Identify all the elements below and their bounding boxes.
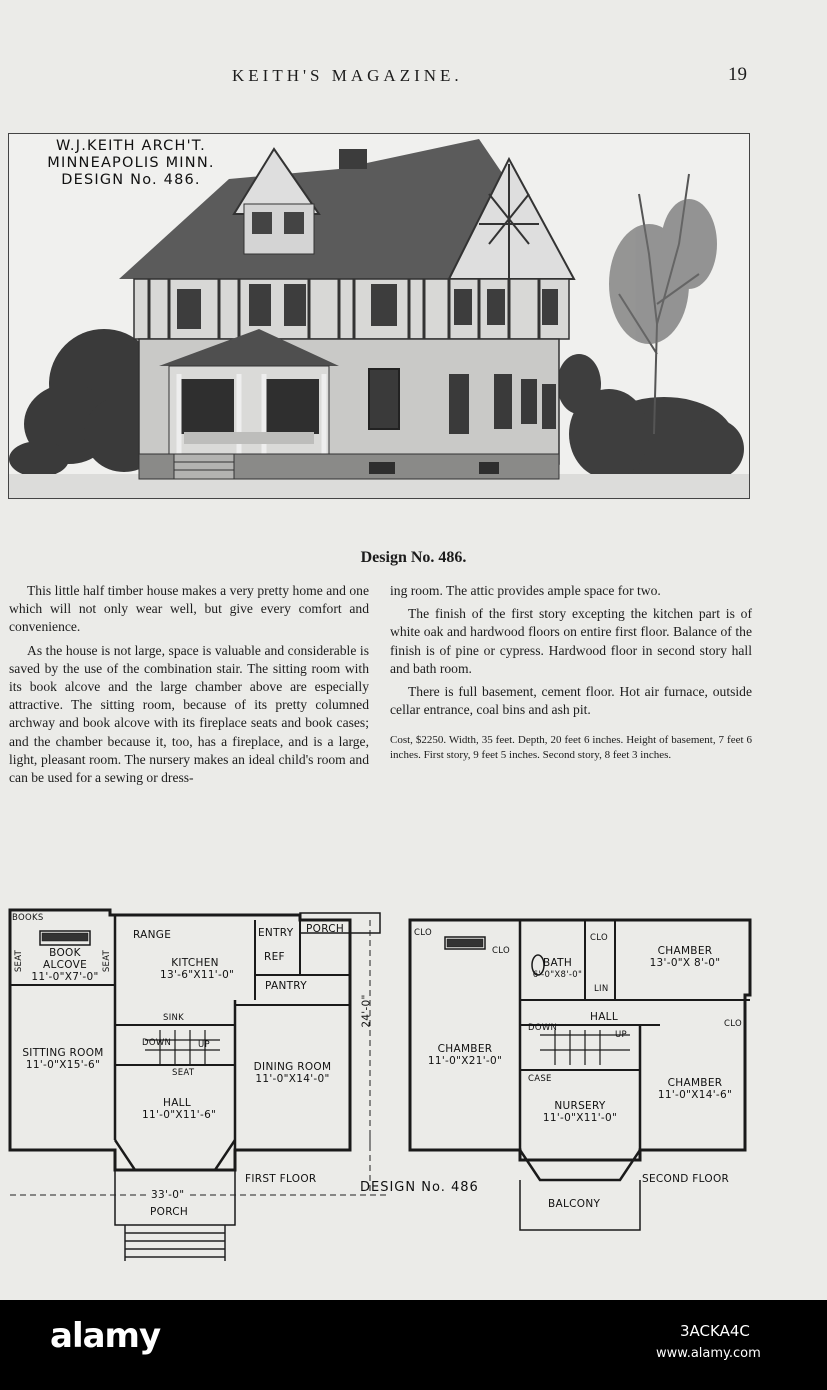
article-left-column xyxy=(9,582,369,792)
nursery-label xyxy=(540,1100,620,1124)
closet-label: CLO xyxy=(724,1019,742,1029)
linen-label: LIN xyxy=(594,984,609,994)
magazine-title: KEITH'S MAGAZINE. xyxy=(232,66,463,85)
caption-line-design: DESIGN No. 486. xyxy=(61,172,201,188)
room-name: CHAMBER xyxy=(437,1043,493,1055)
paragraph: There is full basement, cement floor. Hot air furnace, outside cellar entrance, coal bins and ash pit. xyxy=(390,684,752,718)
design-label: DESIGN No. 486 xyxy=(360,1180,479,1195)
room-size: 11'-0"X21'-0" xyxy=(427,1055,503,1067)
hall-seat-label: SEAT xyxy=(172,1068,195,1078)
cost-specifications: Cost, $2250. Width, 35 feet. Depth, 20 feet 6 inches. Height of basement, 7 feet 6 inches. First story, 9 feet 5 inches. Second story, 8 feet 3 inches. xyxy=(390,734,752,762)
books-label: BOOKS xyxy=(12,913,44,923)
seat-label-right: SEAT xyxy=(102,949,113,973)
closet-label: CLO xyxy=(414,928,432,938)
caption-line-architect: W.J.KEITH ARCH'T. xyxy=(56,138,206,154)
paragraph: The finish of the first story excepting the kitchen part is of white oak and hardwood floors on entire first floor. Balance of the finish is of pine or cypress. Hardwood floor in second story hall and bath room. xyxy=(390,606,752,676)
paragraph-continuation: ing room. The attic provides ample space for two. xyxy=(390,583,661,598)
stair-up-label: UP xyxy=(615,1030,627,1040)
first-floor-label: FIRST FLOOR xyxy=(245,1173,317,1185)
entry-label: ENTRY xyxy=(258,927,294,939)
room-size: 13'-0"X 8'-0" xyxy=(649,957,721,969)
rear-porch-label: PORCH xyxy=(306,923,345,935)
paragraph: As the house is not large, space is valuable and considerable is saved by the use of the combination stair. The sitting room with its book alcove and the large chamber above are especially attractive. The sitting room, because of its pretty columned archway and book alcove with its fireplace seats and book cases; and the chamber because it, too, has a fireplace, and is a large, light, pleasant room. The nursery makes an ideal child's room and can be used for a sewing or dress- xyxy=(9,642,369,786)
range-label: RANGE xyxy=(133,929,172,941)
room-size: 11'-0"X7'-0" xyxy=(31,971,99,983)
pantry-label: PANTRY xyxy=(265,980,307,992)
chamber-ne-label xyxy=(640,945,730,969)
book-alcove-label xyxy=(30,947,100,983)
second-floor-label: SECOND FLOOR xyxy=(642,1173,730,1185)
room-name: HALL xyxy=(163,1097,191,1109)
room-size: 11'-0"X14'-6" xyxy=(657,1089,733,1101)
stair-down-label: DOWN xyxy=(528,1023,558,1033)
room-name: BATH xyxy=(542,957,573,969)
room-name: CHAMBER xyxy=(667,1077,723,1089)
closet-label: CLO xyxy=(492,946,510,956)
room-size: 6'-0"X8'-0" xyxy=(532,970,583,980)
case-label: CASE xyxy=(528,1074,552,1084)
room-name: CHAMBER xyxy=(657,945,713,957)
balcony-label: BALCONY xyxy=(548,1198,601,1210)
stair-up-label: UP xyxy=(198,1040,210,1050)
room-name: KITCHEN xyxy=(171,957,219,969)
front-porch-label: PORCH xyxy=(150,1206,189,1218)
image-id: 3ACKA4C xyxy=(680,1322,750,1340)
sitting-room-label xyxy=(18,1047,108,1071)
room-size: 13'-6"X11'-0" xyxy=(160,969,235,981)
article-title: Design No. 486. xyxy=(360,549,467,566)
second-hall-label: HALL xyxy=(590,1011,618,1023)
chamber-east-label xyxy=(650,1077,740,1101)
paragraph: This little half timber house makes a very pretty home and one which will not only wear well, but give every comfort and convenience. xyxy=(9,583,369,635)
architect-caption xyxy=(15,138,247,189)
kitchen-label xyxy=(160,957,235,981)
running-head xyxy=(0,62,827,92)
stair-down-label: DOWN xyxy=(142,1038,172,1048)
stock-url: www.alamy.com xyxy=(656,1346,761,1361)
room-size: 11'-0"X11'-6" xyxy=(142,1109,217,1121)
seat-label-left: SEAT xyxy=(14,949,25,973)
dining-room-label xyxy=(245,1061,340,1085)
bath-label xyxy=(530,957,585,981)
room-name: SITTING ROOM xyxy=(22,1047,104,1059)
room-size: 11'-0"X11'-0" xyxy=(542,1112,618,1124)
hall-label xyxy=(142,1097,217,1121)
room-name: NURSERY xyxy=(554,1100,606,1112)
page-number: 19 xyxy=(728,64,747,85)
room-size: 11'-0"X15'-6" xyxy=(25,1059,101,1071)
room-name: ALCOVE xyxy=(42,959,88,971)
house-illustration xyxy=(8,133,750,499)
floor-plans xyxy=(0,895,827,1275)
room-name: BOOK xyxy=(49,947,81,959)
stock-watermark-bar xyxy=(0,1300,827,1390)
chamber-west-label xyxy=(425,1043,505,1067)
room-name: DINING ROOM xyxy=(253,1061,332,1073)
depth-dimension: 24'-0" xyxy=(360,994,373,1028)
room-size: 11'-0"X14'-0" xyxy=(255,1073,330,1085)
width-dimension: 33'-0" xyxy=(148,1189,187,1201)
caption-line-city: MINNEAPOLIS MINN. xyxy=(47,155,215,171)
article-right-column xyxy=(390,582,752,768)
closet-label: CLO xyxy=(590,933,608,943)
ref-label: REF xyxy=(264,951,285,963)
sink-label: SINK xyxy=(163,1013,185,1023)
stock-logo: alamy xyxy=(50,1316,161,1356)
